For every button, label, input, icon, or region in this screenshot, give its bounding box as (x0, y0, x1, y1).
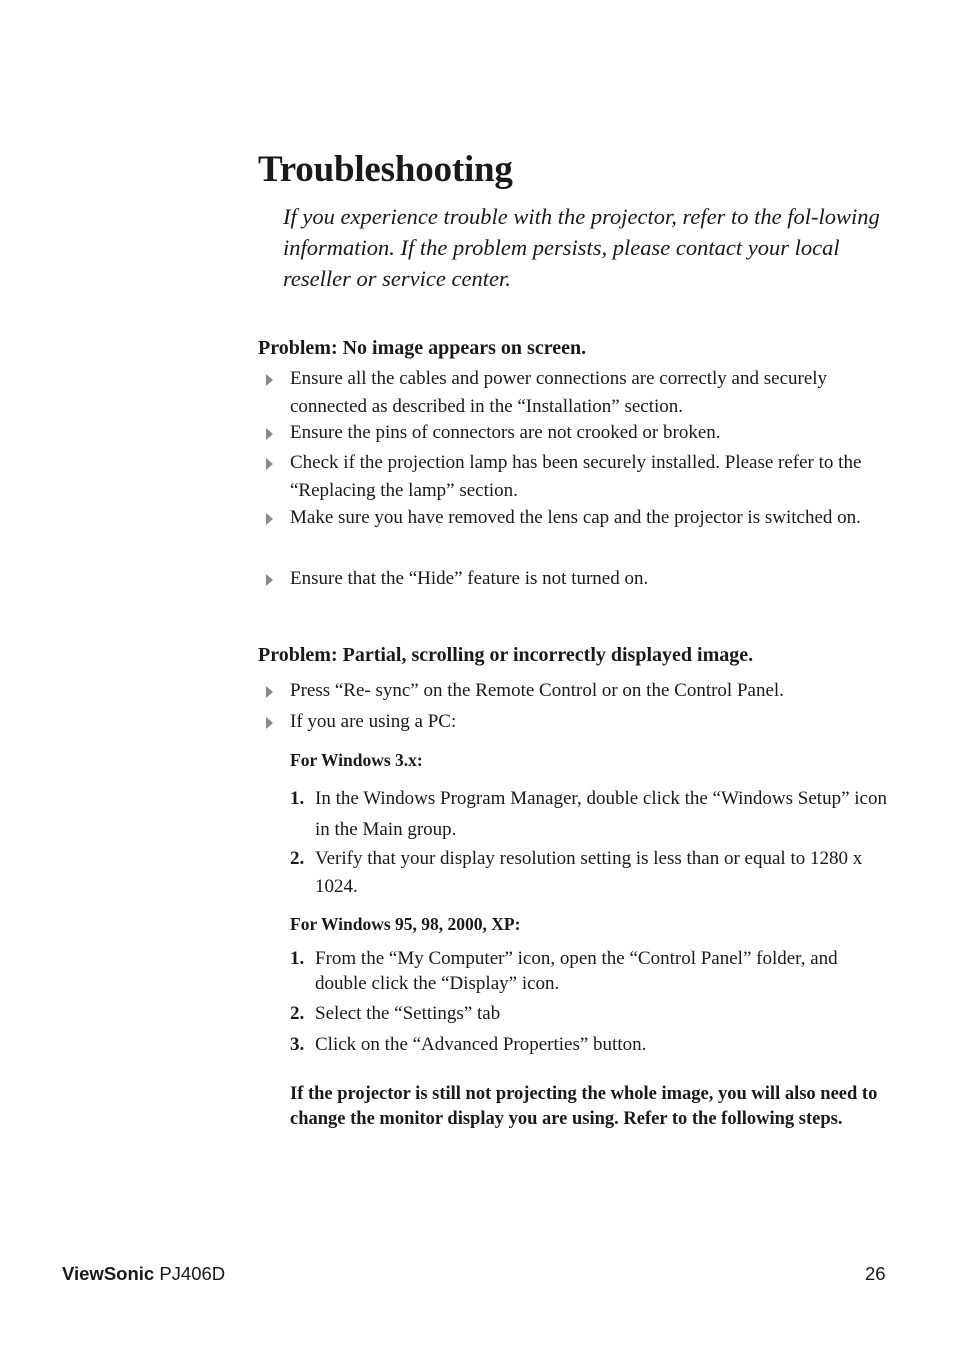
arrow-bullet-icon (266, 428, 273, 440)
arrow-bullet-icon (266, 574, 273, 586)
bold-note: If the projector is still not projecting the whole image, you will also need to change the monitor display you are using. Refer to the following steps. (290, 1084, 878, 1129)
bullet-text: If you are using a PC: (290, 711, 457, 732)
arrow-bullet-icon (266, 717, 273, 729)
problem-heading-partial-image: Problem: Partial, scrolling or incorrectly displayed image. (258, 644, 754, 666)
step-text: Click on the “Advanced Properties” button. (315, 1034, 647, 1055)
footer-product (62, 1263, 225, 1285)
step-text: In the Windows Program Manager, double click the “Windows Setup” icon in the Main group. (315, 788, 887, 840)
step-text: Select the “Settings” tab (315, 1003, 501, 1024)
arrow-bullet-icon (266, 513, 273, 525)
bullet-text: Ensure all the cables and power connections are correctly and securely connected as described in the “Installation” section. (290, 368, 828, 417)
step-number: 2. (290, 1003, 305, 1024)
step-number: 1. (290, 788, 305, 809)
arrow-bullet-icon (266, 374, 273, 386)
page-title: Troubleshooting (258, 149, 513, 190)
step-text: Verify that your display resolution setting is less than or equal to 1280 x 1024. (315, 848, 863, 897)
step-text: From the “My Computer” icon, open the “Control Panel” folder, and double click the “Display” icon. (315, 948, 838, 994)
step-number: 3. (290, 1034, 305, 1055)
subheading-windows-95: For Windows 95, 98, 2000, XP: (290, 914, 521, 934)
arrow-bullet-icon (266, 686, 273, 698)
footer-brand: ViewSonic (62, 1263, 155, 1284)
step-number: 2. (290, 848, 305, 869)
intro-text: If you experience trouble with the projector, refer to the fol-lowing information. If the problem persists, please contact your local reseller or service center. (283, 204, 880, 291)
subheading-windows-3x: For Windows 3.x: (290, 750, 423, 770)
arrow-bullet-icon (266, 458, 273, 470)
bullet-text: Make sure you have removed the lens cap and the projector is switched on. (290, 507, 861, 528)
intro-paragraph (283, 201, 883, 294)
bullet-text: Press “Re- sync” on the Remote Control or on the Control Panel. (290, 680, 784, 701)
page-number: 26 (865, 1263, 886, 1284)
footer-model: PJ406D (159, 1263, 226, 1284)
step-number: 1. (290, 948, 305, 969)
bullet-text: Ensure that the “Hide” feature is not turned on. (290, 568, 649, 589)
bullet-text: Check if the projection lamp has been securely installed. Please refer to the “Replacing the lamp” section. (290, 452, 862, 501)
problem-heading-no-image: Problem: No image appears on screen. (258, 337, 587, 359)
bullet-text: Ensure the pins of connectors are not crooked or broken. (290, 422, 721, 443)
